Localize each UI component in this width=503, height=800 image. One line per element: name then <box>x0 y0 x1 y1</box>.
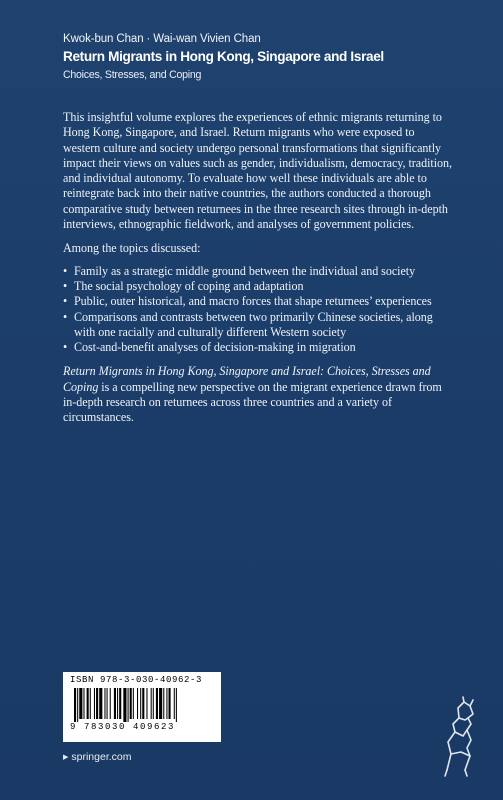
closing-text: is a compelling new perspective on the migrant experience drawn from in-depth research on returnees across three countries and a variety of circumstances. <box>63 379 442 425</box>
barcode-bar <box>74 688 76 722</box>
barcode-bar <box>123 688 126 722</box>
barcode-bar <box>94 688 95 719</box>
publisher-link[interactable] <box>63 751 132 763</box>
bullet-icon: • <box>63 294 68 309</box>
barcode-bar <box>153 688 154 719</box>
topics-lead: Among the topics discussed: <box>63 241 201 256</box>
barcode-bar <box>99 688 102 719</box>
barcode <box>63 672 221 742</box>
barcode-bar <box>96 688 98 719</box>
barcode-bar <box>151 688 152 719</box>
intro-paragraph: This insightful volume explores the experiences of ethnic migrants returning to Hong Kong, Singapore, and Israel. Return migrants who were exposed to western culture and society undergo personal transformations that significantly impact their views on values such as gender, individualism, democracy, tradition, and individual autonomy. To evaluate how well these individuals are able to reintegrate back into their native countries, the authors conducted a thorough comparative study between returnees in the three research sites through in-depth interviews, ethnographic fieldwork, and analyses of government policies. <box>63 110 452 232</box>
barcode-bar <box>128 688 129 722</box>
springer-horse-icon <box>437 694 485 780</box>
closing-book-title: Return Migrants in Hong Kong, Singapore and Israel: Choices, Stresses and Coping <box>63 364 431 394</box>
barcode-bar <box>87 688 89 719</box>
topic-text: Comparisons and contrasts between two primarily Chinese societies, along with one racially and culturally different Western society <box>74 309 433 339</box>
barcode-bar <box>117 688 118 719</box>
bullet-icon: • <box>63 263 68 278</box>
author-name-1: Kwok-bun Chan <box>63 33 144 45</box>
author-name-2: Wai-wan Vivien Chan <box>153 33 261 45</box>
barcode-bar <box>163 688 164 719</box>
bullet-icon: • <box>63 309 68 324</box>
barcode-bar <box>159 688 162 719</box>
author-line <box>63 33 483 45</box>
barcode-bar <box>83 688 84 719</box>
topic-text: Cost-and-benefit analyses of decision-making in migration <box>74 340 356 355</box>
topics-list <box>63 264 453 356</box>
blurb <box>63 110 453 426</box>
list-item <box>63 264 453 279</box>
barcode-bar <box>133 688 134 719</box>
barcode-bar <box>137 688 138 719</box>
barcode-bar <box>107 688 108 719</box>
list-item <box>63 279 453 294</box>
barcode-bar <box>142 688 144 719</box>
barcode-bar <box>119 688 121 719</box>
barcode-bar <box>140 688 141 719</box>
arrow-right-icon: ▶ <box>63 754 69 761</box>
list-item <box>63 310 453 341</box>
cover-header <box>63 33 483 81</box>
barcode-bar <box>114 688 116 719</box>
topic-text: Family as a strategic middle ground between the individual and society <box>74 263 416 278</box>
bullet-icon: • <box>63 340 68 355</box>
isbn-label: ISBN 978-3-030-40962-3 <box>70 675 203 685</box>
book-title: Return Migrants in Hong Kong, Singapore and Israel <box>63 49 384 64</box>
barcode-bar <box>166 688 167 719</box>
barcode-bars <box>70 688 214 722</box>
barcode-bar <box>79 688 82 719</box>
barcode-bar <box>130 688 132 719</box>
publisher-url: springer.com <box>71 751 132 763</box>
barcode-digits: 9 783030 409623 <box>70 722 176 732</box>
barcode-bar <box>174 688 175 719</box>
barcode-bar <box>169 688 171 719</box>
book-subtitle: Choices, Stresses, and Coping <box>63 69 202 81</box>
list-item <box>63 294 453 309</box>
barcode-bar <box>77 688 78 722</box>
list-item <box>63 340 453 355</box>
barcode-bar <box>110 688 111 719</box>
topic-text: The social psychology of coping and adaptation <box>74 278 304 293</box>
author-separator: · <box>146 33 151 45</box>
topic-text: Public, outer historical, and macro forces that shape returnees’ experiences <box>74 294 432 309</box>
closing-paragraph <box>63 364 453 425</box>
barcode-bar <box>104 688 105 719</box>
barcode-bar <box>156 688 158 719</box>
bullet-icon: • <box>63 278 68 293</box>
barcode-bar <box>90 688 91 719</box>
barcode-bar <box>176 688 177 722</box>
barcode-bar <box>146 688 147 719</box>
